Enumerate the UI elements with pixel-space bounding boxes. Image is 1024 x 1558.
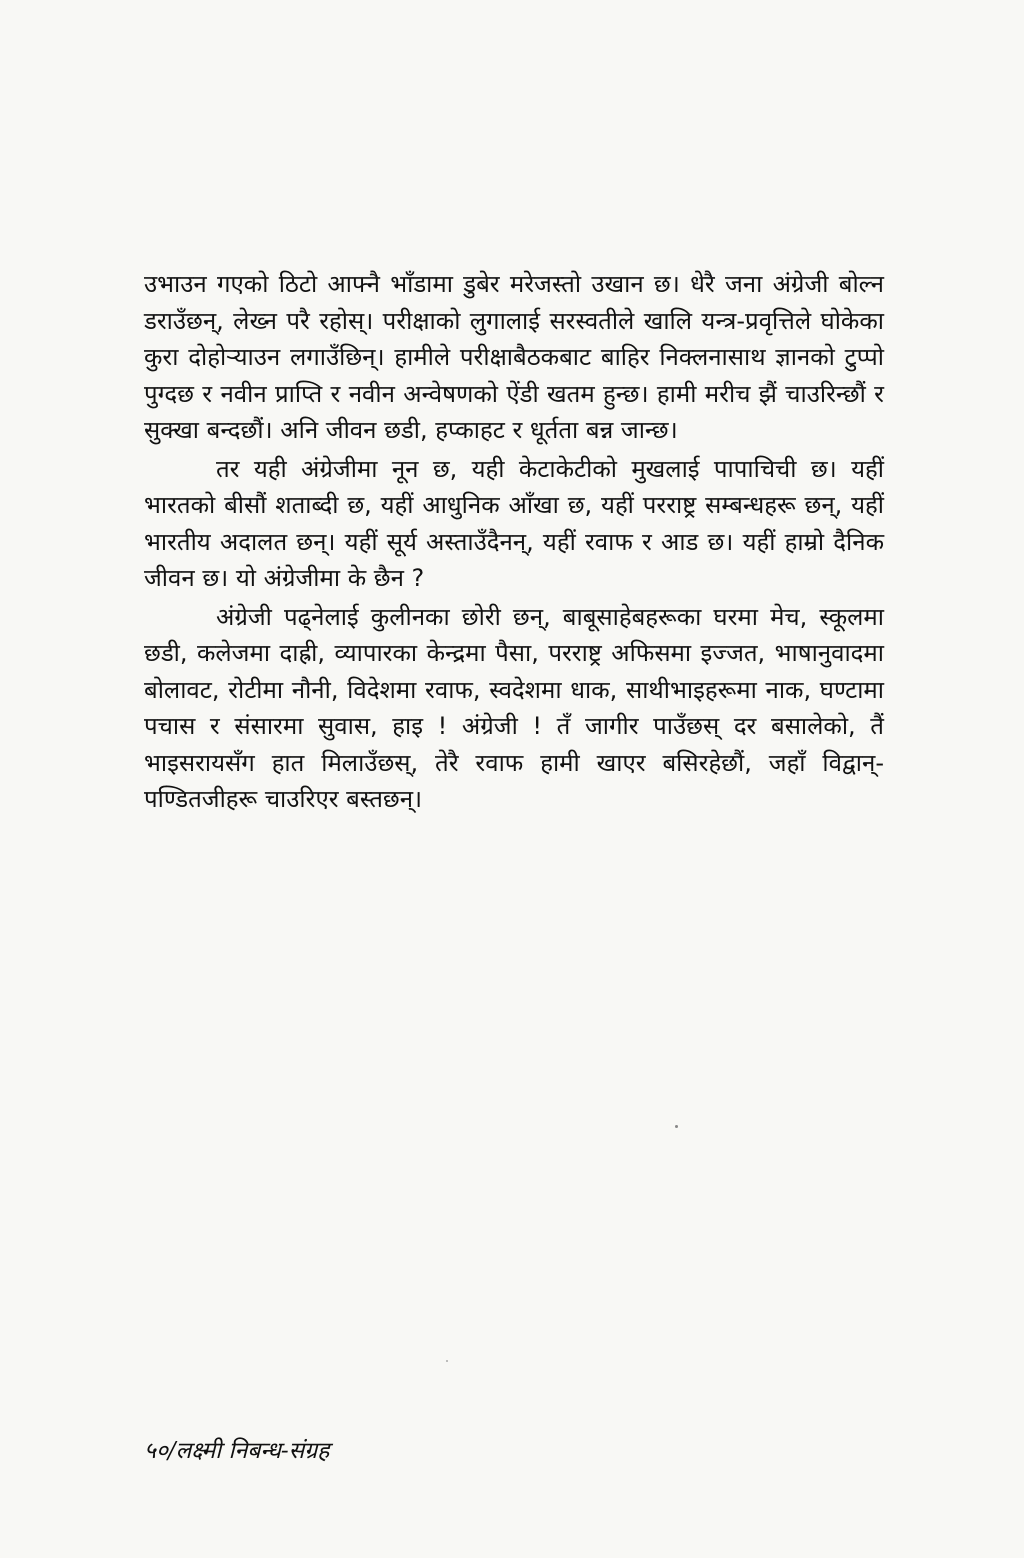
page-footer: ५०/लक्ष्मी निबन्ध-संग्रह: [144, 1438, 330, 1464]
print-speck: [446, 1360, 448, 1362]
paragraph-2: तर यही अंग्रेजीमा नून छ, यही केटाकेटीको मुखलाई पापाचिची छ। यहीं भारतको बीसौं शताब्दी छ, यहीं आधुनिक आँखा छ, यहीं परराष्ट्र सम्बन्धहरू छन्, यहीं भारतीय अदालत छन्। यहीं सूर्य अस्ताउँदैनन्, यहीं रवाफ र आड छ। यहीं हाम्रो दैनिक जीवन छ। यो अंग्रेजीमा के छैन ?: [144, 454, 884, 592]
paragraph-3: अंग्रेजी पढ्नेलाई कुलीनका छोरी छन्, बाबूसाहेबहरूका घरमा मेच, स्कूलमा छडी, कलेजमा दाह्री, व्यापारका केन्द्रमा पैसा, परराष्ट्र अफिसमा इज्जत, भाषानुवादमा बोलावट, रोटीमा नौनी, विदेशमा रवाफ, स्वदेशमा धाक, साथीभाइहरूमा नाक, घण्टामा पचास र संसारमा सुवास, हाइ ! अंग्रेजी ! तँ जागीर पाउँछस् दर बसालेको, तैं भाइसरायसँग हात मिलाउँछस्, तेरै रवाफ हामी खाएर बसिरहेछौं, जहाँ विद्वान्-पण्डितजीहरू चाउरिएर बस्तछन्।: [144, 602, 884, 813]
paragraph-1: उभाउन गएको ठिटो आफ्नै भाँडामा डुबेर मरेजस्तो उखान छ। धेरै जना अंग्रेजी बोल्न डराउँछन्, लेख्न परै रहोस्। परीक्षाको लुगालाई सरस्वतीले खालि यन्त्र-प्रवृत्तिले घोकेका कुरा दोहोऱ्याउन लगाउँछिन्। हामीले परीक्षाबैठकबाट बाहिर निक्लनासाथ ज्ञानको टुप्पो पुग्दछ र नवीन प्राप्ति र नवीन अन्वेषणको ऐंडी खतम हुन्छ। हामी मरीच झैं चाउरिन्छौं र सुक्खा बन्दछौं। अनि जीवन छडी, हप्काहट र धूर्तता बन्न जान्छ।: [144, 270, 884, 444]
print-speck: [675, 1125, 678, 1128]
essay-text: [144, 266, 884, 818]
